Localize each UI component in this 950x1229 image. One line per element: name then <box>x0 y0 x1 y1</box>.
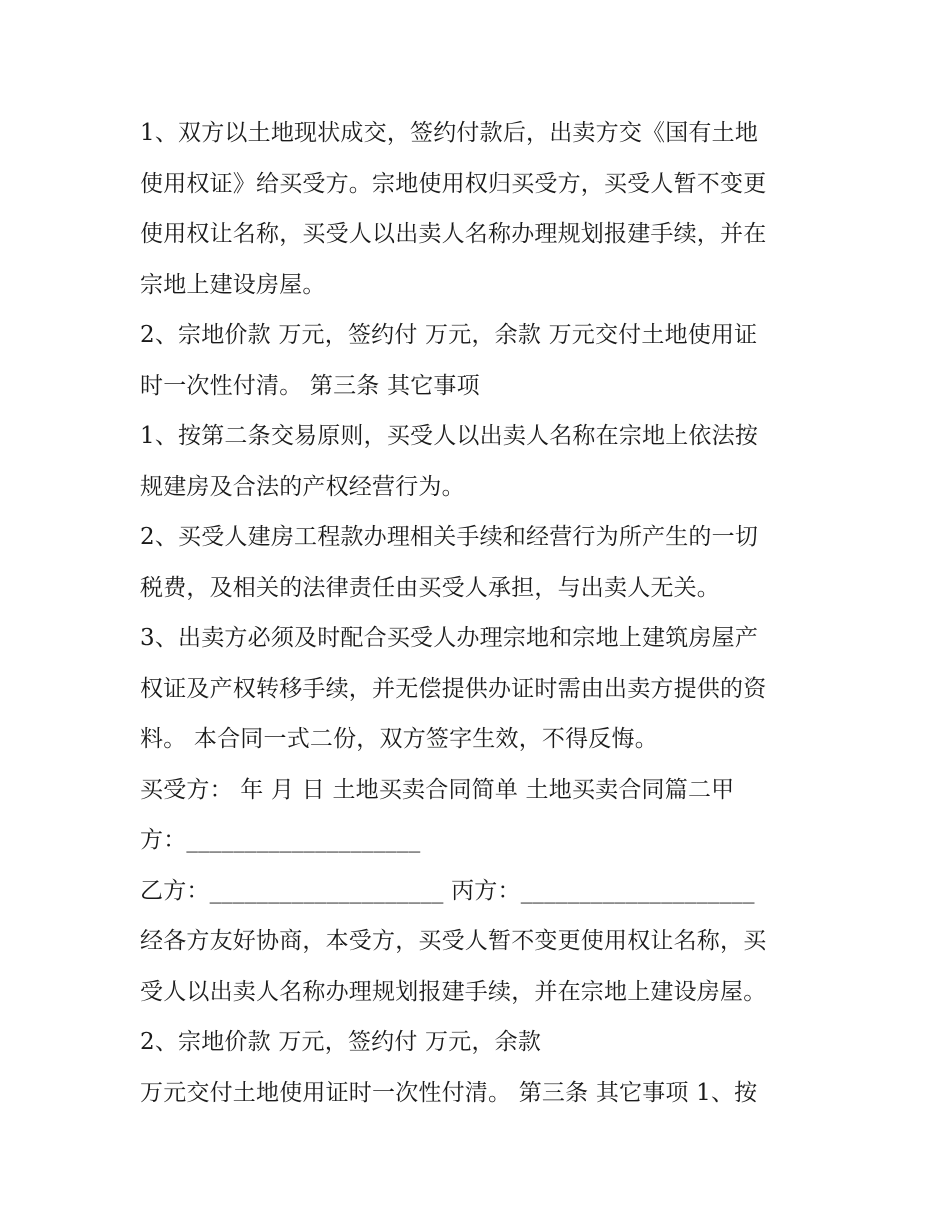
text-line: 权证及产权转移手续，并无偿提供办证时需由出卖方提供的资 <box>140 675 767 702</box>
contract-text <box>140 108 830 1118</box>
text-line: 使用权证》给买受方。宗地使用权归买受方，买受人暂不变更 <box>140 170 767 197</box>
text-line: 税费，及相关的法律责任由买受人承担，与出卖人无关。 <box>140 574 720 601</box>
text-line: 万元交付土地使用证时一次性付清。 第三条 其它事项 1、按 <box>140 1079 758 1106</box>
text-line: 2、宗地价款 万元，签约付 万元，余款 <box>140 1029 542 1055</box>
text-line: 1、按第二条交易原则，买受人以出卖人名称在宗地上依法按 <box>140 423 759 449</box>
text-line: 1、双方以土地现状成交，签约付款后，出卖方交《国有土地 <box>140 120 759 146</box>
signature-line-party-b-c: 乙方：____________________ 丙方：____________________ <box>140 877 755 904</box>
text-line: 买受方： 年 月 日 土地买卖合同简单 土地买卖合同篇二甲 <box>140 776 735 803</box>
text-line: 经各方友好协商，本受方，买受人暂不变更使用权让名称，买 <box>140 928 767 954</box>
text-line: 2、宗地价款 万元，签约付 万元，余款 万元交付土地使用证 <box>140 322 758 348</box>
text-line: 3、出卖方必须及时配合买受人办理宗地和宗地上建筑房屋产 <box>140 625 759 651</box>
text-line: 宗地上建设房屋。 <box>140 271 326 298</box>
signature-line-party-a: 方：____________________ <box>140 827 421 853</box>
text-line: 2、买受人建房工程款办理相关手续和经营行为所产生的一切 <box>140 524 759 550</box>
text-line: 使用权让名称，买受人以出卖人名称办理规划报建手续，并在 <box>140 221 767 247</box>
text-line: 料。 本合同一式二份，双方签字生效，不得反悔。 <box>140 726 658 752</box>
text-line: 时一次性付清。 第三条 其它事项 <box>140 372 480 399</box>
text-line: 规建房及合法的产权经营行为。 <box>140 473 465 500</box>
text-line: 受人以出卖人名称办理规划报建手续，并在宗地上建设房屋。 <box>140 978 767 1005</box>
